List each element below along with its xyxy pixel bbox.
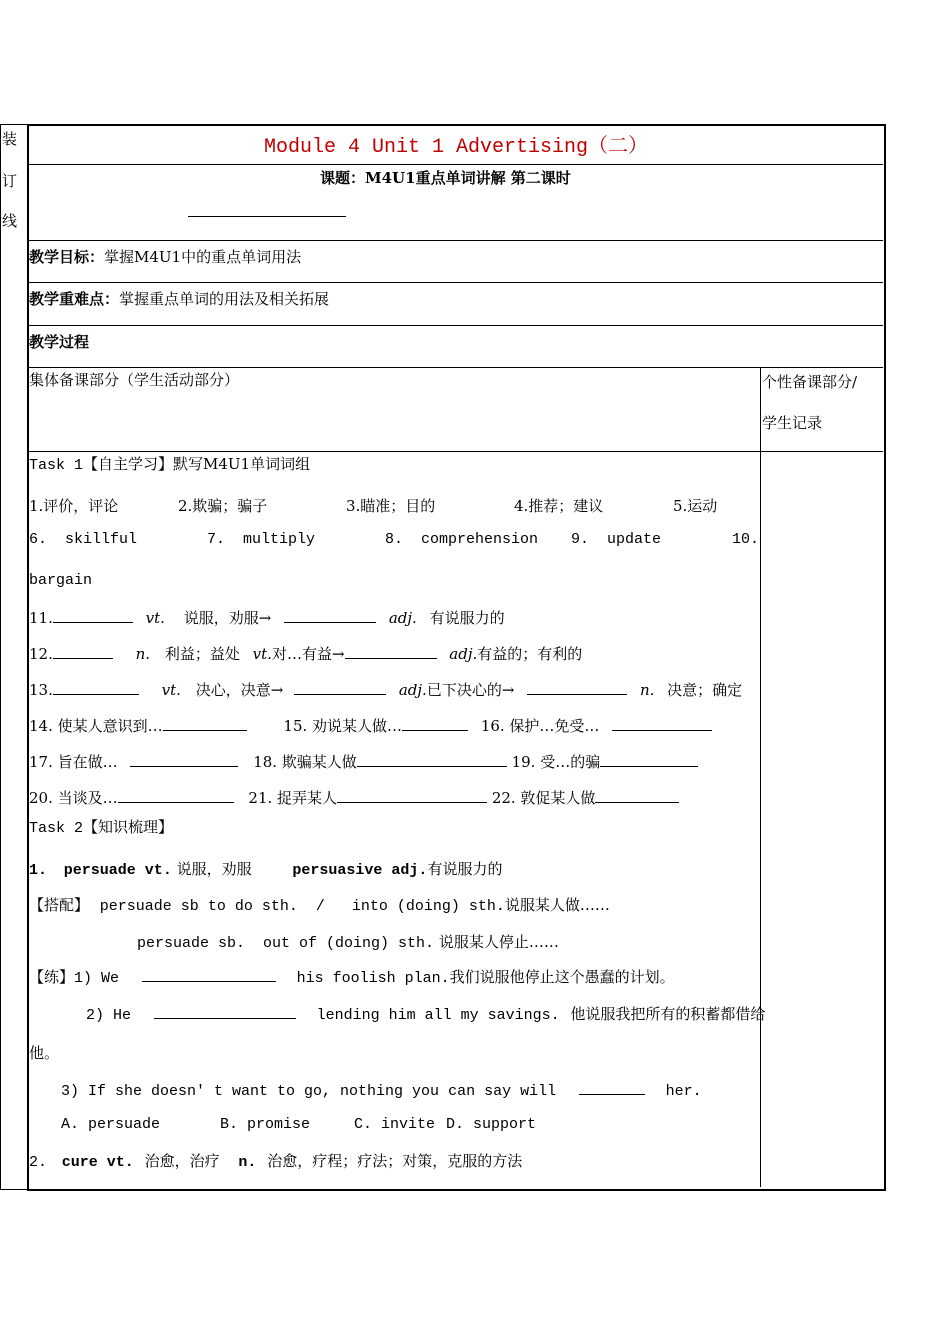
answer-blank[interactable] [284,608,376,623]
t2-collocation-2 [137,931,559,952]
practice-label: 【练】 [29,968,75,986]
t1-row-17 [29,752,698,771]
answer-blank[interactable] [294,680,386,695]
divider [27,367,883,368]
column-divider [760,367,761,1187]
item: 22. 敦促某人做 [491,789,596,807]
keypoints-row [29,290,329,308]
item: 17. 旨在做… [29,753,118,771]
t1-row-12 [29,644,582,663]
answer-blank[interactable] [579,1080,645,1095]
t1-row-13 [29,680,742,699]
binding-margin [0,124,28,1190]
item: 21. 捉弄某人 [248,789,338,807]
meaning: 决意；确定 [667,681,743,699]
pos: adj. [398,681,427,699]
answer-blank[interactable] [154,1004,296,1019]
translation: 他说服我把所有的积蓄都借给 [570,1005,766,1023]
num: 12. [29,645,53,663]
text: his foolish plan. [296,970,450,987]
answer-blank[interactable] [527,680,627,695]
meaning: 有益的；有利的 [477,645,583,663]
page-title: Module 4 Unit 1 Advertising（二） [263,136,649,159]
meaning: 利益；益处 [164,645,240,663]
item: 18. 欺骗某人做 [253,753,357,771]
t1-row1-item-2: 2.欺骗；骗子 [178,497,268,515]
t1-row2-item-8: 8. comprehension [385,531,539,548]
text: 2) He [86,1007,132,1024]
answer-blank[interactable] [337,788,487,803]
answer-blank[interactable] [357,752,507,767]
t1-row-20 [29,788,679,807]
item: 14. 使某人意识到… [29,717,163,735]
task1-heading-a: Task 1【自主学习】 [29,457,174,474]
word: persuade vt. [63,862,172,879]
pos: n. [238,1154,257,1171]
name-blank [188,216,346,217]
meaning: 说服，劝服→ [183,609,272,627]
num: 11. [29,609,53,627]
t1-row2-item-9: 9. update [571,531,662,548]
divider [27,240,883,241]
answer-blank[interactable] [53,680,139,695]
t1-row1-item-3: 3.瞄准；目的 [346,497,436,515]
pos: vt. [145,609,165,627]
meaning: 治愈，疗程；疗法；对策，克服的方法 [267,1152,523,1170]
option-c[interactable]: C. invite [354,1116,436,1133]
meaning: 说服某人停止…… [438,933,559,951]
meaning: 治愈，治疗 [144,1152,220,1170]
goal-label: 教学目标： [29,248,105,266]
answer-blank[interactable] [53,644,113,659]
pos: adj. [388,609,417,627]
answer-blank[interactable] [595,788,679,803]
answer-blank[interactable] [345,644,437,659]
personal-header-2: 学生记录 [762,414,823,432]
t2-practice-3 [61,1080,702,1100]
t1-row-11 [29,608,505,627]
t2-item-1 [29,860,502,880]
collocation: persuade sb to do sth. / into (doing) sth. [99,898,505,915]
num: 2. [29,1154,48,1171]
margin-char-3: 线 [2,212,18,230]
t2-practice-2 [86,1003,765,1024]
item: 15. 劝说某人做… [283,717,403,735]
process-label: 教学过程 [29,333,90,351]
divider [27,451,883,452]
answer-blank[interactable] [600,752,698,767]
goal-text: 掌握M4U1中的重点单词用法 [104,248,302,266]
item: 16. 保护…免受… [480,717,600,735]
t1-row2-item-10-word: bargain [29,572,93,589]
option-b[interactable]: B. promise [220,1116,311,1133]
task1-heading-b: 默写M4U1单词词组 [173,455,311,473]
text: 1) We [74,970,120,987]
collocation-label: 【搭配】 [29,896,90,914]
t1-row-14 [29,716,712,735]
meaning: 对…有益→ [271,645,345,663]
group-header: 集体备课部分（学生活动部分） [29,371,240,389]
t1-row2-item-10: 10. [732,531,760,548]
answer-blank[interactable] [53,608,133,623]
answer-blank[interactable] [402,716,468,731]
goal-row [29,248,301,266]
task2-heading: Task 2【知识梳理】 [29,820,174,837]
divider [27,164,883,165]
pos: adj. [449,645,478,663]
divider [27,325,883,326]
collocation: persuade sb. out of (doing) sth. [137,935,435,952]
word: persuasive adj. [292,862,428,879]
margin-char-2: 订 [2,172,18,190]
lesson-text: M4U1重点单词讲解 第二课时 [365,169,571,187]
t2-practice-1 [29,967,675,988]
text: 3) If she doesn' t want to go, nothing you can say will [61,1083,557,1100]
pos: n. [639,681,655,699]
option-d[interactable]: D. support [446,1116,537,1133]
t1-row2-item-6: 6. skillful [29,531,138,548]
t2-practice-2-cont: 他。 [29,1044,60,1062]
option-a[interactable]: A. persuade [61,1116,161,1133]
t1-row1-item-5: 5.运动 [673,497,718,515]
t1-row1-item-1: 1.评价，评论 [29,497,119,515]
divider [27,282,883,283]
pos: n. [135,645,151,663]
meaning: 有说服力的 [429,609,505,627]
answer-blank[interactable] [612,716,712,731]
t1-row1-item-4: 4.推荐；建议 [514,497,604,515]
meaning: 说服，劝服 [176,860,252,878]
translation: 我们说服他停止这个愚蠢的计划。 [449,968,675,986]
item: 20. 当谈及… [29,789,118,807]
pos: vt. [161,681,181,699]
t2-collocation-1 [29,896,610,916]
word: cure vt. [61,1154,134,1171]
pos: vt. [252,645,272,663]
answer-blank[interactable] [163,716,247,731]
text: lending him all my savings. [316,1007,560,1024]
lesson-line [320,167,571,188]
text: her. [665,1083,702,1100]
t2-item-2 [29,1152,522,1172]
answer-blank[interactable] [130,752,238,767]
num: 13. [29,681,53,699]
meaning: 有说服力的 [427,860,503,878]
keypoints-text: 掌握重点单词的用法及相关拓展 [119,290,330,308]
item: 19. 受…的骗 [511,753,601,771]
personal-header-1: 个性备课部分/ [762,373,858,391]
t1-row2-item-7: 7. multiply [207,531,316,548]
keypoints-label: 教学重难点： [29,290,120,308]
task1-heading [29,455,310,475]
answer-blank[interactable] [142,967,276,982]
answer-blank[interactable] [118,788,234,803]
lesson-label: 课题： [320,169,366,187]
meaning: 说服某人做…… [504,896,610,914]
meaning: 决心，决意→ [195,681,284,699]
meaning: 已下决心的→ [426,681,515,699]
margin-char-1: 装 [2,130,18,148]
num: 1. [29,862,48,879]
